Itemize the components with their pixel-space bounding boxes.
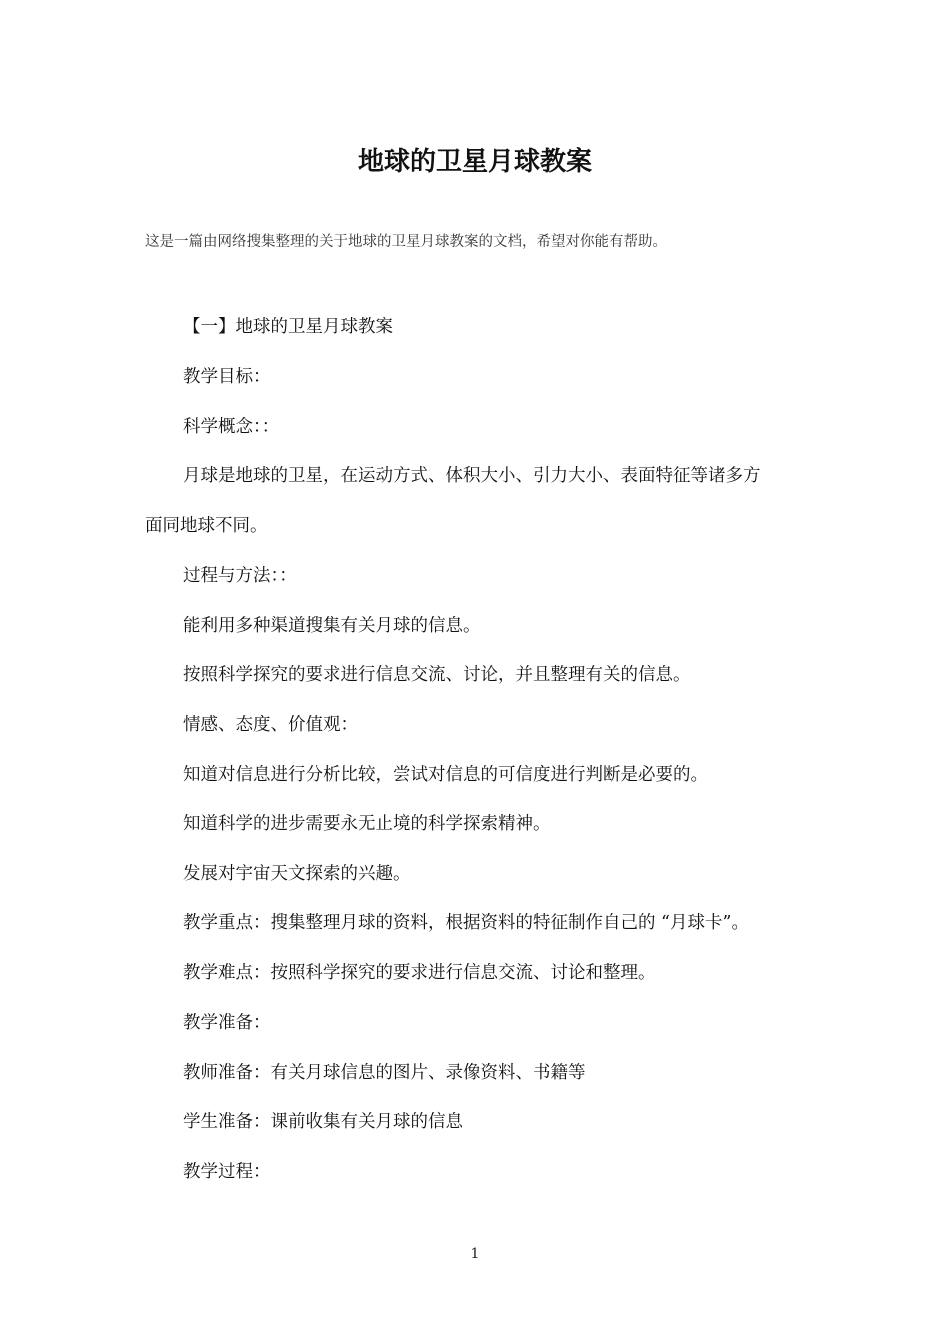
paragraph: 情感、态度、价值观： (183, 715, 358, 735)
paragraph: 发展对宇宙天文探索的兴趣。 (183, 864, 411, 884)
paragraph: 教学难点：按照科学探究的要求进行信息交流、讨论和整理。 (183, 963, 656, 983)
paragraph: 教师准备：有关月球信息的图片、录像资料、书籍等 (183, 1063, 586, 1083)
paragraph: 知道对信息进行分析比较，尝试对信息的可信度进行判断是必要的。 (183, 765, 708, 785)
paragraph: 学生准备：课前收集有关月球的信息 (183, 1112, 463, 1132)
paragraph: 按照科学探究的要求进行信息交流、讨论，并且整理有关的信息。 (183, 665, 691, 685)
paragraph: 教学过程： (183, 1162, 271, 1182)
paragraph: 教学目标： (183, 367, 271, 387)
paragraph: 能利用多种渠道搜集有关月球的信息。 (183, 616, 481, 636)
paragraph: 知道科学的进步需要永无止境的科学探索精神。 (183, 814, 551, 834)
intro-text: 这是一篇由网络搜集整理的关于地球的卫星月球教案的文档，希望对你能有帮助。 (145, 234, 667, 250)
paragraph: 科学概念：： (183, 417, 280, 437)
paragraph: 过程与方法：： (183, 566, 297, 586)
paragraph: 教学准备： (183, 1013, 271, 1033)
document-title: 地球的卫星月球教案 (357, 147, 592, 177)
paragraph: 教学重点：搜集整理月球的资料，根据资料的特征制作自己的 “月球卡”。 (183, 913, 749, 933)
section-heading: 【一】地球的卫星月球教案 (183, 317, 393, 337)
paragraph: 月球是地球的卫星，在运动方式、体积大小、引力大小、表面特征等诸多方 (183, 466, 761, 486)
paragraph-continuation: 面同地球不同。 (145, 516, 268, 536)
page-number: 1 (470, 1246, 480, 1262)
